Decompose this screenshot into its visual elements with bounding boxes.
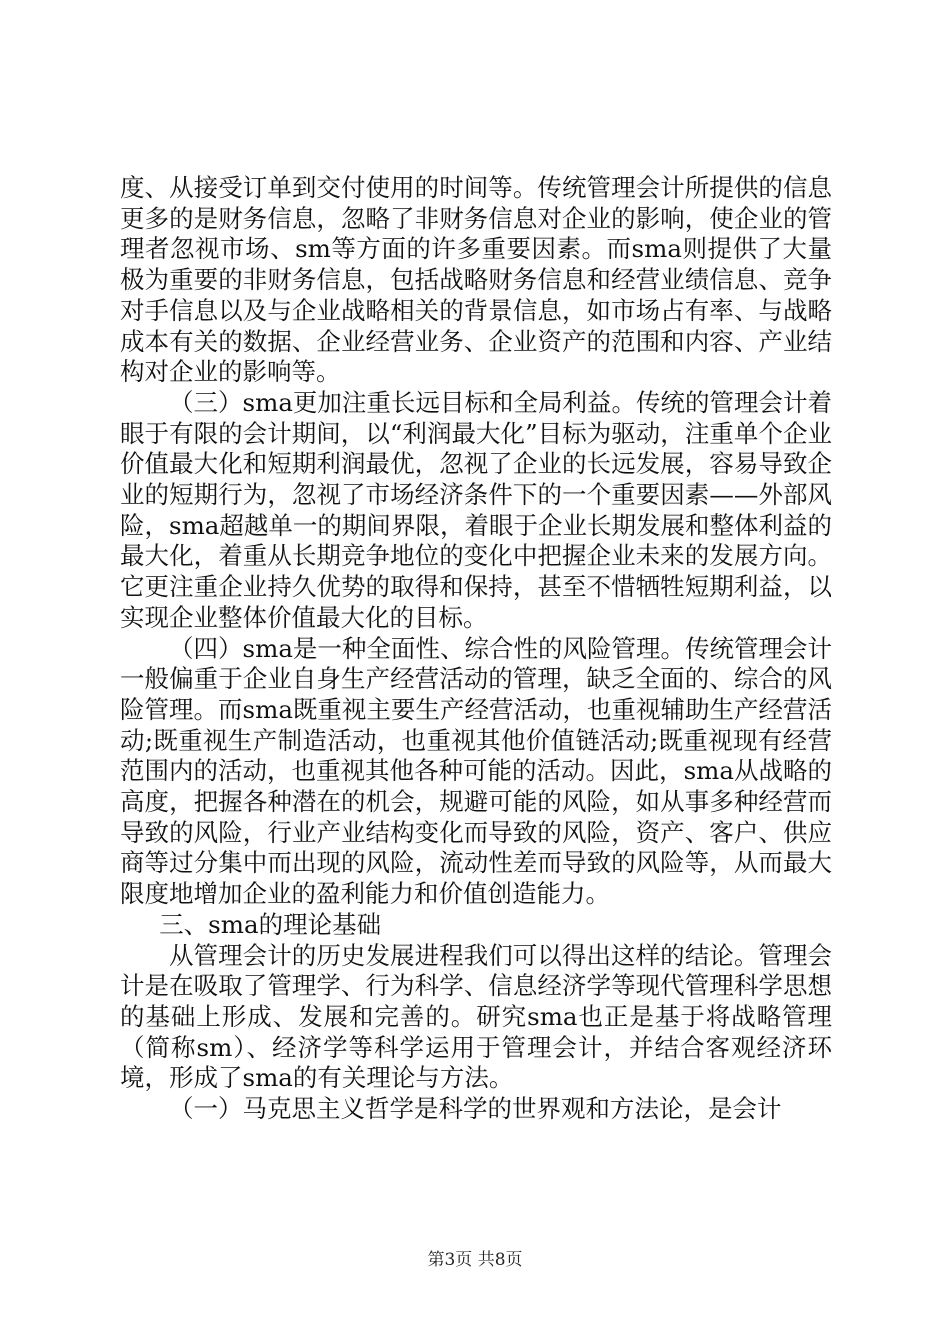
document-body <box>120 173 832 1125</box>
paragraph-theory-intro: 从管理会计的历史发展进程我们可以得出这样的结论。管理会计是在吸取了管理学、行为科学、信息经济学等现代管理科学思想的基础上形成、发展和完善的。研究sma也正是基于将战略管理（简称sm）、经济学等科学运用于管理会计，并结合客观经济环境，形成了sma的有关理论与方法。 <box>120 940 832 1093</box>
page-number-footer: 第3页 共8页 <box>427 1250 523 1270</box>
paragraph-section-3: （三）sma更加注重长远目标和全局利益。传统的管理会计着眼于有限的会计期间，以“利润最大化”目标为驱动，注重单个企业价值最大化和短期利润最优，忽视了企业的长远发展，容易导致企业的短期行为，忽视了市场经济条件下的一个重要因素——外部风险，sma超越单一的期间界限，着眼于企业长期发展和整体利益的最大化，着重从长期竞争地位的变化中把握企业未来的发展方向。它更注重企业持久优势的取得和保持，甚至不惜牺牲短期利益，以实现企业整体价值最大化的目标。 <box>120 387 832 632</box>
paragraph-continuation: 度、从接受订单到交付使用的时间等。传统管理会计所提供的信息更多的是财务信息，忽略了非财务信息对企业的影响，使企业的管理者忽视市场、sm等方面的许多重要因素。而sma则提供了大量极为重要的非财务信息，包括战略财务信息和经营业绩信息、竞争对手信息以及与企业战略相关的背景信息，如市场占有率、与战略成本有关的数据、企业经营业务、企业资产的范围和内容、产业结构对企业的影响等。 <box>120 173 832 387</box>
paragraph-subsection-1: （一）马克思主义哲学是科学的世界观和方法论，是会计 <box>169 1094 782 1124</box>
section-heading-theory: 三、sma的理论基础 <box>159 909 382 939</box>
paragraph-section-4: （四）sma是一种全面性、综合性的风险管理。传统管理会计一般偏重于企业自身生产经营活动的管理，缺乏全面的、综合的风险管理。而sma既重视主要生产经营活动，也重视辅助生产经营活动;既重视生产制造活动，也重视其他价值链活动;既重视现有经营范围内的活动，也重视其他各种可能的活动。因此，sma从战略的高度，把握各种潜在的机会，规避可能的风险，如从事多种经营而导致的风险，行业产业结构变化而导致的风险，资产、客户、供应商等过分集中而出现的风险，流动性差而导致的风险等，从而最大限度地增加企业的盈利能力和价值创造能力。 <box>120 633 832 909</box>
